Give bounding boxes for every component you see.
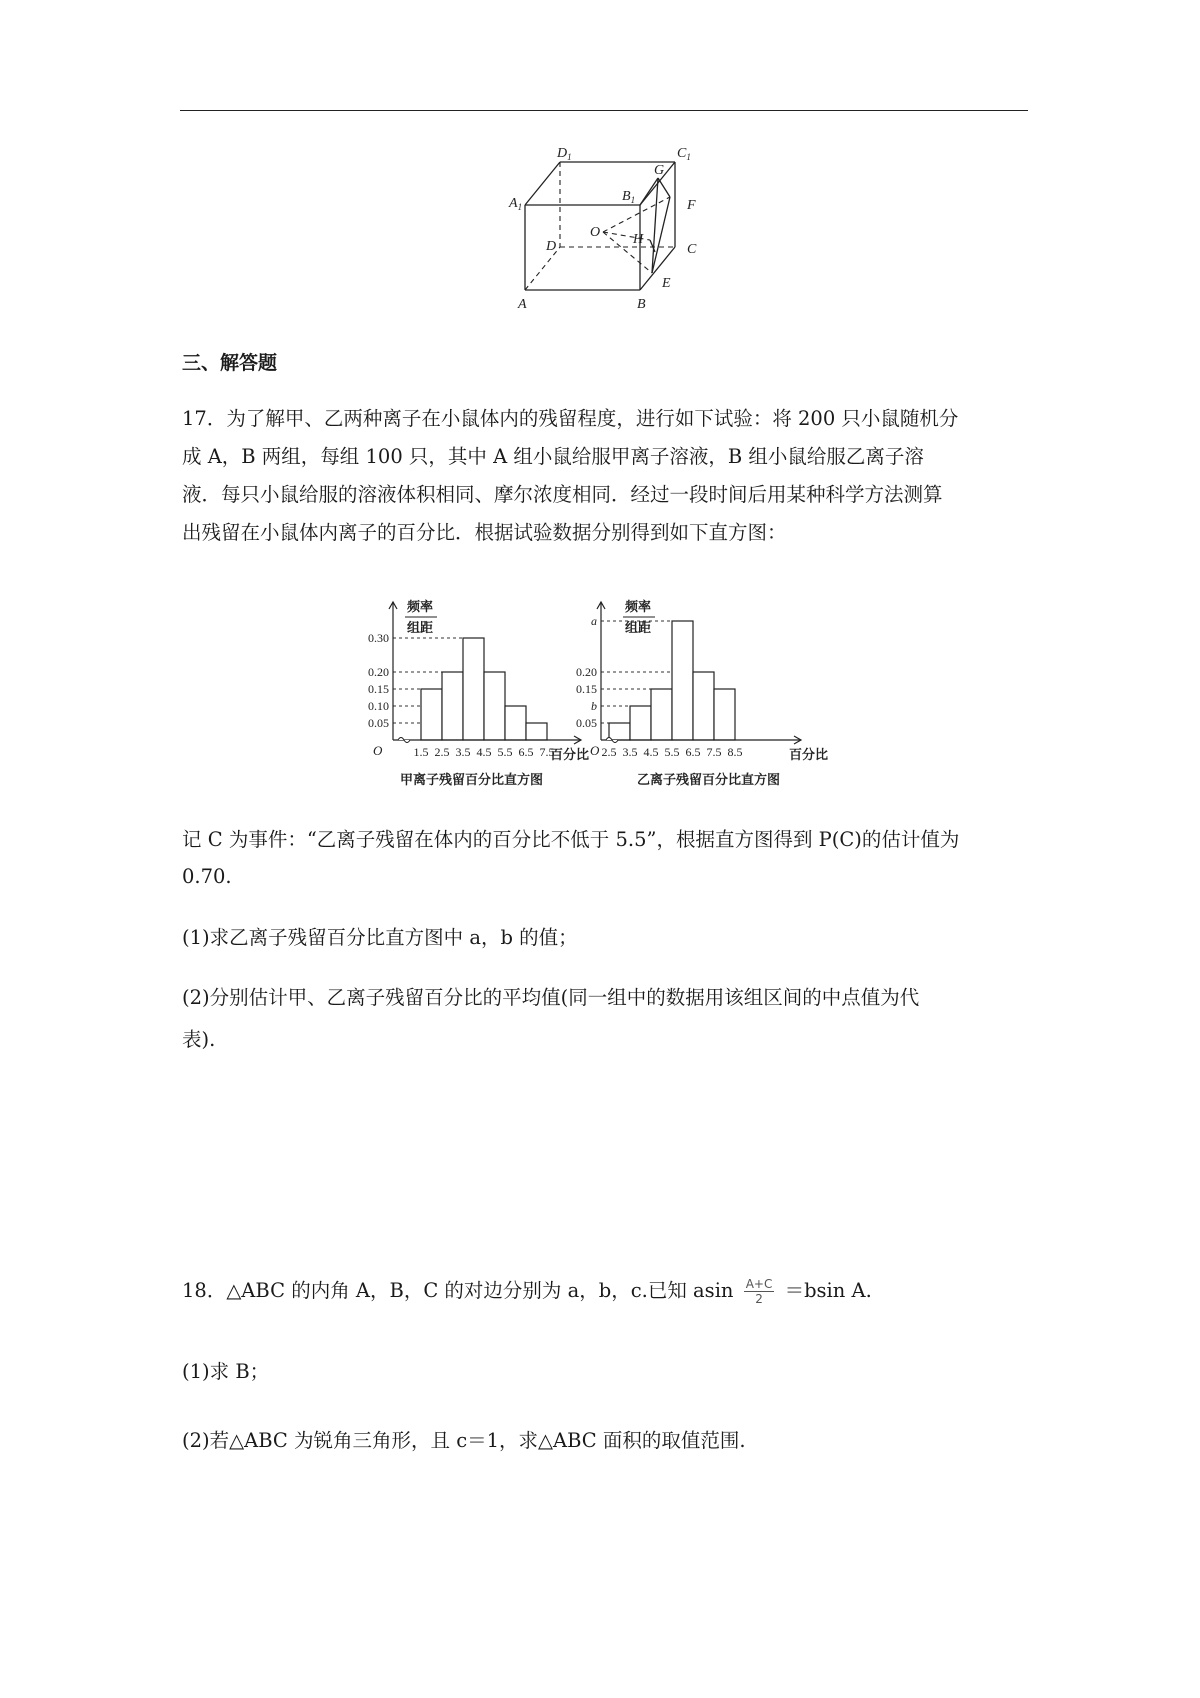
label-C: C xyxy=(687,242,697,257)
origin-label: O xyxy=(373,743,383,758)
chart-title: 甲离子残留百分比直方图 xyxy=(400,773,544,788)
label-H: H xyxy=(633,232,644,247)
histogram-bar xyxy=(651,689,672,740)
fraction-a-plus-c-over-2 xyxy=(744,1277,775,1306)
y-tick-label: a xyxy=(591,614,597,628)
x-tick-label: 5.5 xyxy=(497,745,513,759)
label-O: O xyxy=(590,225,601,240)
histogram-bar xyxy=(463,638,484,740)
y-tick-label: 0.30 xyxy=(368,631,389,645)
q17-part-2-line-2: 表). xyxy=(182,1028,216,1051)
x-tick-label: 6.5 xyxy=(518,745,534,759)
y-tick-label: b xyxy=(591,699,597,713)
label-B1: $B_1$ xyxy=(622,189,636,205)
q18-part-1: (1)求 B； xyxy=(182,1360,270,1383)
ylabel-bottom: 组距 xyxy=(625,621,652,636)
label-G: G xyxy=(654,163,665,178)
q17-part-2-line-1: (2)分别估计甲、乙离子残留百分比的平均值(同一组中的数据用该组区间的中点值为代 xyxy=(182,986,920,1009)
histogram-bar xyxy=(630,706,651,740)
x-tick-label: 7.5 xyxy=(539,745,555,759)
x-tick-label: 4.5 xyxy=(476,745,492,759)
x-tick-label: 8.5 xyxy=(727,745,743,759)
fraction-denominator: 2 xyxy=(755,1292,763,1306)
cube-figure xyxy=(505,140,725,320)
question-17-stem xyxy=(182,400,1028,552)
label-A: A xyxy=(518,297,527,312)
y-tick-label: 0.05 xyxy=(368,716,389,730)
label-E: E xyxy=(662,276,671,291)
histogram-bar xyxy=(484,672,505,740)
histogram-bar xyxy=(505,706,526,740)
y-tick-label: 0.20 xyxy=(368,665,389,679)
question-18-stem xyxy=(182,1275,872,1306)
label-B: B xyxy=(637,297,646,312)
axis-break xyxy=(398,738,410,743)
y-tick-label: 0.10 xyxy=(368,699,389,713)
label-D1: $D_1$ xyxy=(557,146,572,162)
label-C1: $C_1$ xyxy=(677,146,691,162)
histogram-bar xyxy=(672,621,693,740)
q17-event-line-2: 0.70. xyxy=(182,865,232,888)
x-tick-label: 2.5 xyxy=(434,745,450,759)
y-tick-label: 0.05 xyxy=(576,716,597,730)
x-tick-label: 6.5 xyxy=(685,745,701,759)
label-F: F xyxy=(687,198,696,213)
ylabel-top: 频率 xyxy=(407,600,434,615)
chart-title: 乙离子残留百分比直方图 xyxy=(637,773,781,788)
x-tick-label: 4.5 xyxy=(643,745,659,759)
q17-line: 成 A，B 两组，每组 100 只，其中 A 组小鼠给服甲离子溶液，B 组小鼠给服乙离子溶 xyxy=(182,445,924,468)
q17-line: 出残留在小鼠体内离子的百分比．根据试验数据分别得到如下直方图： xyxy=(182,521,787,544)
q17-line: 液．每只小鼠给服的溶液体积相同、摩尔浓度相同．经过一段时间后用某种科学方法测算 xyxy=(182,483,943,506)
header-rule xyxy=(180,110,1028,111)
q18-stem-before: 18．△ABC 的内角 A，B，C 的对边分别为 a，b，c.已知 asin xyxy=(182,1279,734,1302)
histogram-bar xyxy=(421,689,442,740)
x-tick-label: 2.5 xyxy=(601,745,617,759)
label-A1: $A_1$ xyxy=(509,196,523,212)
histogram-yi xyxy=(576,592,857,792)
y-tick-label: 0.15 xyxy=(576,682,597,696)
histogram-bar xyxy=(442,672,463,740)
histogram-bar xyxy=(526,723,547,740)
x-tick-label: 3.5 xyxy=(455,745,471,759)
origin-label: O xyxy=(590,743,600,758)
x-tick-label: 7.5 xyxy=(706,745,722,759)
histogram-jia xyxy=(355,592,605,792)
x-tick-label: 3.5 xyxy=(622,745,638,759)
q17-line: 17．为了解甲、乙两种离子在小鼠体内的残留程度，进行如下试验：将 200 只小鼠随机分 xyxy=(182,407,959,430)
histogram-bar xyxy=(609,723,630,740)
q18-stem-after: ＝bsin A. xyxy=(784,1279,872,1302)
xlabel: 百分比 xyxy=(550,748,590,763)
q18-part-2: (2)若△ABC 为锐角三角形，且 c＝1，求△ABC 面积的取值范围. xyxy=(182,1429,746,1452)
q17-event-line-1: 记 C 为事件：“乙离子残留在体内的百分比不低于 5.5”，根据直方图得到 P(C)的估计值为 xyxy=(182,828,960,851)
histogram-bar xyxy=(714,689,735,740)
label-D: D xyxy=(546,239,557,254)
q17-part-1: (1)求乙离子残留百分比直方图中 a，b 的值； xyxy=(182,926,578,949)
section-title: 三、解答题 xyxy=(182,352,278,374)
histogram-bar xyxy=(693,672,714,740)
y-tick-label: 0.20 xyxy=(576,665,597,679)
ylabel-bottom: 组距 xyxy=(407,621,434,636)
ylabel-top: 频率 xyxy=(625,600,652,615)
fraction-numerator: A+C xyxy=(745,1277,773,1291)
xlabel: 百分比 xyxy=(789,748,829,763)
x-tick-label: 5.5 xyxy=(664,745,680,759)
x-tick-label: 1.5 xyxy=(413,745,429,759)
y-tick-label: 0.15 xyxy=(368,682,389,696)
